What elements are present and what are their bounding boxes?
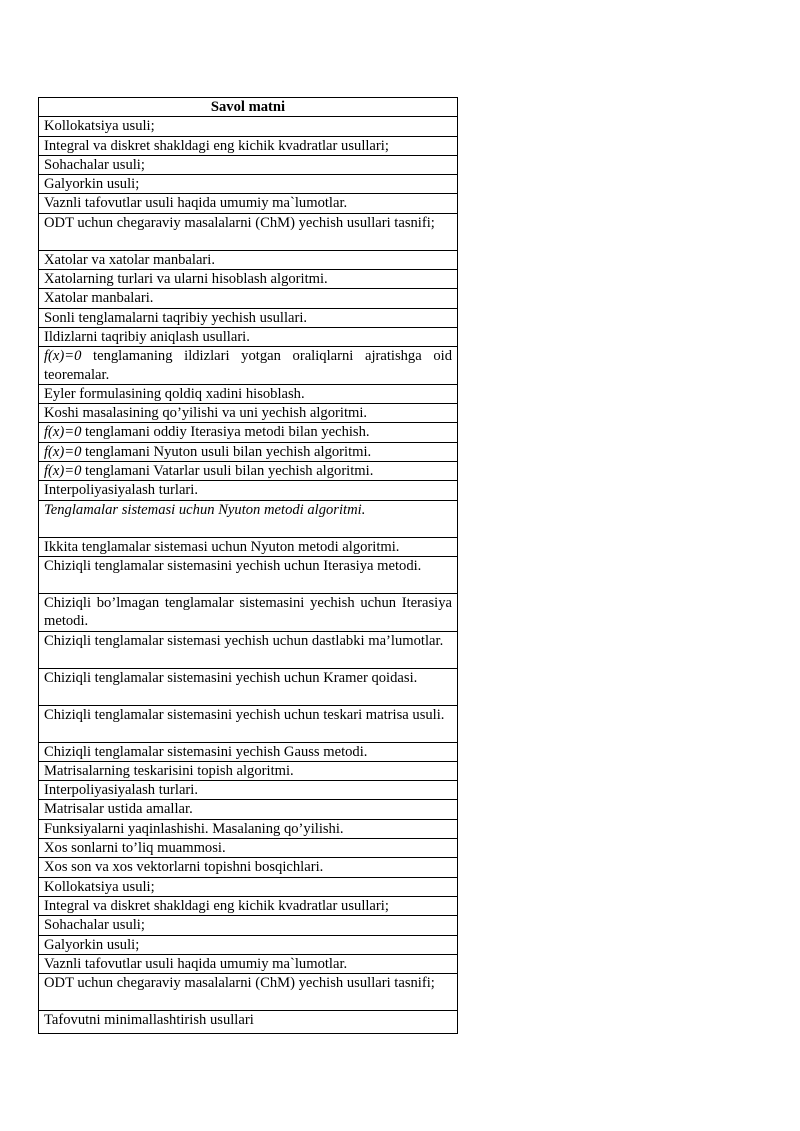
table-header: Savol matni xyxy=(39,98,458,117)
table-row xyxy=(39,1011,458,1034)
question-text: Chiziqli tenglamalar sistemasini yechish uchun Kramer qoidasi. xyxy=(44,669,418,686)
question-cell xyxy=(39,213,458,250)
table-row xyxy=(39,213,458,250)
question-cell xyxy=(39,175,458,194)
question-text: ODT uchun chegaraviy masalalarni (ChM) yechish usullari tasnifi; xyxy=(44,975,435,992)
question-cell xyxy=(39,462,458,481)
question-text: Ildizlarni taqribiy aniqlash usullari. xyxy=(44,328,250,345)
question-cell xyxy=(39,308,458,327)
question-cell xyxy=(39,1011,458,1034)
question-cell xyxy=(39,423,458,442)
question-text: Tafovutni minimallashtirish usullari xyxy=(44,1012,254,1029)
table-row xyxy=(39,500,458,537)
table-row xyxy=(39,556,458,593)
question-cell xyxy=(39,155,458,174)
question-cell xyxy=(39,384,458,403)
formula: f(x)=0 xyxy=(44,424,82,441)
table-row xyxy=(39,289,458,308)
question-cell xyxy=(39,117,458,136)
question-cell xyxy=(39,974,458,1011)
table-row xyxy=(39,404,458,423)
question-text: Chiziqli tenglamalar sistemasini yechish Gauss metodi. xyxy=(44,743,368,760)
questions-table xyxy=(38,97,458,1034)
question-text: Kollokatsiya usuli; xyxy=(44,118,155,135)
question-cell xyxy=(39,481,458,500)
question-cell xyxy=(39,136,458,155)
question-cell xyxy=(39,781,458,800)
question-cell xyxy=(39,593,458,631)
question-text: Interpoliyasiyalash turlari. xyxy=(44,482,198,499)
question-text: Sohachalar usuli; xyxy=(44,156,145,173)
question-text: Vaznli tafovutlar usuli haqida umumiy ma`lumotlar. xyxy=(44,195,348,212)
table-row xyxy=(39,423,458,442)
table-row xyxy=(39,175,458,194)
question-cell xyxy=(39,819,458,838)
question-cell xyxy=(39,761,458,780)
table-row xyxy=(39,742,458,761)
question-cell xyxy=(39,556,458,593)
question-cell xyxy=(39,289,458,308)
table-row xyxy=(39,481,458,500)
question-cell xyxy=(39,442,458,461)
question-cell xyxy=(39,858,458,877)
question-text: Sohachalar usuli; xyxy=(44,917,145,934)
question-text: tenglamani Vatarlar usuli bilan yechish algoritmi. xyxy=(81,463,374,480)
table-row xyxy=(39,136,458,155)
question-text: Xatolar va xatolar manbalari. xyxy=(44,251,215,268)
table-row xyxy=(39,308,458,327)
question-cell xyxy=(39,877,458,896)
question-cell xyxy=(39,327,458,346)
table-row xyxy=(39,462,458,481)
table-row xyxy=(39,537,458,556)
table-row xyxy=(39,705,458,742)
question-cell xyxy=(39,896,458,915)
question-text: Ikkita tenglamalar sistemasi uchun Nyuton metodi algoritmi. xyxy=(44,538,400,555)
question-text: Chiziqli tenglamalar sistemasini yechish uchun teskari matrisa usuli. xyxy=(44,706,445,723)
question-text: Tenglamalar sistemasi uchun Nyuton metodi algoritmi. xyxy=(44,501,366,518)
table-row xyxy=(39,819,458,838)
question-text: Chiziqli bo’lmagan tenglamalar sistemasini yechish uchun Iterasiya metodi. xyxy=(44,594,452,630)
question-cell xyxy=(39,347,458,385)
table-row xyxy=(39,954,458,973)
question-text: Funksiyalarni yaqinlashishi. Masalaning qo’yilishi. xyxy=(44,820,344,837)
table-row xyxy=(39,761,458,780)
table-header-row xyxy=(39,98,458,117)
question-text: Xos son va xos vektorlarni topishni bosqichlari. xyxy=(44,859,324,876)
table-row xyxy=(39,593,458,631)
table-row xyxy=(39,117,458,136)
question-text: Xos sonlarni to’liq muammosi. xyxy=(44,840,226,857)
question-cell xyxy=(39,537,458,556)
question-cell xyxy=(39,500,458,537)
question-cell xyxy=(39,404,458,423)
question-text: Kollokatsiya usuli; xyxy=(44,878,155,895)
table-row xyxy=(39,347,458,385)
question-cell xyxy=(39,954,458,973)
question-text: Vaznli tafovutlar usuli haqida umumiy ma`lumotlar. xyxy=(44,955,348,972)
table-row xyxy=(39,270,458,289)
table-row xyxy=(39,194,458,213)
question-text: Interpoliyasiyalash turlari. xyxy=(44,782,198,799)
question-text: ODT uchun chegaraviy masalalarni (ChM) yechish usullari tasnifi; xyxy=(44,214,435,231)
question-cell xyxy=(39,705,458,742)
question-text: Chiziqli tenglamalar sistemasini yechish uchun Iterasiya metodi. xyxy=(44,557,422,574)
table-row xyxy=(39,896,458,915)
question-text: Matrisalarning teskarisini topish algoritmi. xyxy=(44,762,294,779)
question-text: Chiziqli tenglamalar sistemasi yechish uchun dastlabki ma’lumotlar. xyxy=(44,632,444,649)
question-cell xyxy=(39,668,458,705)
question-text: Xatolarning turlari va ularni hisoblash algoritmi. xyxy=(44,271,328,288)
table-row xyxy=(39,916,458,935)
formula: f(x)=0 xyxy=(44,463,82,480)
table-row xyxy=(39,668,458,705)
table-row xyxy=(39,155,458,174)
table-row xyxy=(39,877,458,896)
question-text: Xatolar manbalari. xyxy=(44,290,154,307)
question-text: Koshi masalasining qo’yilishi va uni yechish algoritmi. xyxy=(44,405,368,422)
table-row xyxy=(39,631,458,668)
question-cell xyxy=(39,631,458,668)
question-text: Integral va diskret shakldagi eng kichik kvadratlar usullari; xyxy=(44,137,389,154)
question-text: tenglamaning ildizlari yotgan oraliqlarni ajratishga oid teoremalar. xyxy=(44,348,452,383)
question-text: Integral va diskret shakldagi eng kichik kvadratlar usullari; xyxy=(44,897,389,914)
question-text: Galyorkin usuli; xyxy=(44,176,140,193)
question-text: tenglamani oddiy Iterasiya metodi bilan yechish. xyxy=(81,424,370,441)
question-text: tenglamani Nyuton usuli bilan yechish algoritmi. xyxy=(81,443,372,460)
question-cell xyxy=(39,839,458,858)
question-cell xyxy=(39,916,458,935)
table-row xyxy=(39,250,458,269)
question-cell xyxy=(39,800,458,819)
question-text: Sonli tenglamalarni taqribiy yechish usullari. xyxy=(44,309,308,326)
table-row xyxy=(39,384,458,403)
table-row xyxy=(39,935,458,954)
formula: f(x)=0 xyxy=(44,443,82,460)
question-text: Galyorkin usuli; xyxy=(44,936,140,953)
question-cell xyxy=(39,194,458,213)
table-row xyxy=(39,442,458,461)
table-row xyxy=(39,781,458,800)
question-cell xyxy=(39,935,458,954)
table-row xyxy=(39,800,458,819)
question-cell xyxy=(39,270,458,289)
table-row xyxy=(39,839,458,858)
question-cell xyxy=(39,250,458,269)
question-text: Eyler formulasining qoldiq xadini hisoblash. xyxy=(44,385,305,402)
table-row xyxy=(39,858,458,877)
formula: f(x)=0 xyxy=(44,348,82,365)
table-row xyxy=(39,974,458,1011)
question-cell xyxy=(39,742,458,761)
table-row xyxy=(39,327,458,346)
question-text: Matrisalar ustida amallar. xyxy=(44,801,193,818)
